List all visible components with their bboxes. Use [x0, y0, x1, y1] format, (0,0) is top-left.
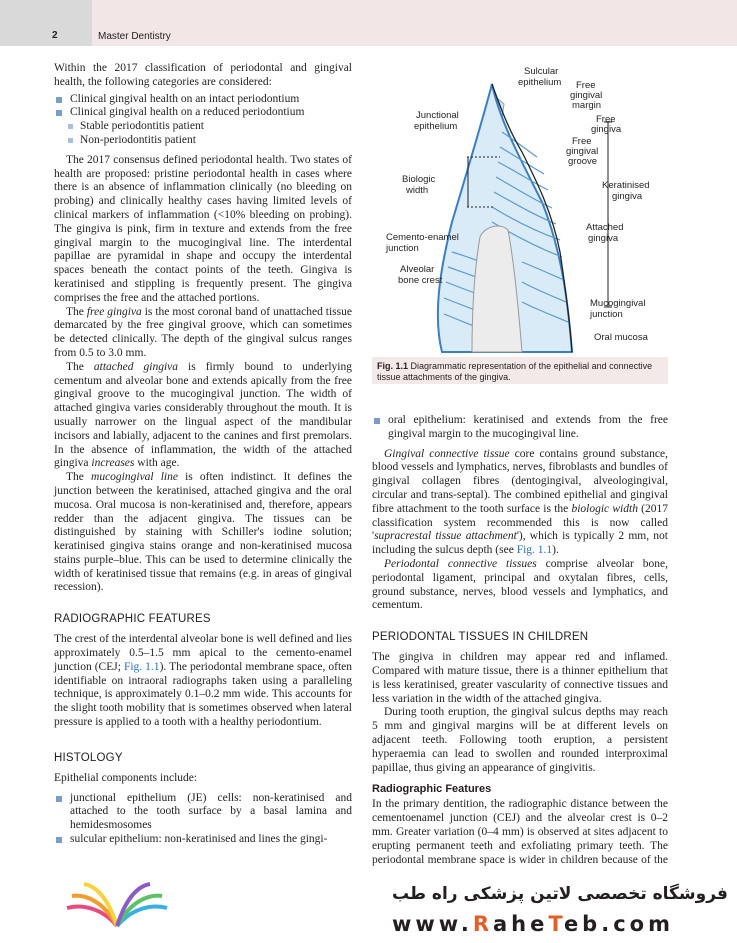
text-run: is the most coronal band of unattached tissue demarcated by the free gingival groove, which can sometimes be detected clinically. The depth of the gingival sulcus ranges from 0.5 to 3.0 mm.	[54, 305, 352, 359]
children-paragraph-3: In the primary dentition, the radiographic distance between the cementoenamel junction (CEJ) and the alveolar crest is 0–2 mm. Greater variation (0–4 mm) is observed at sites adjacent to erupting permanent teeth and exfoliating primary teeth. The periodontal membrane space is wider in children because of the	[372, 798, 668, 866]
caption-text: Diagrammatic representation of the epithelial and connective tissue attachments of the gingiva.	[377, 361, 653, 382]
intro-paragraph: Within the 2017 classification of periodontal and gingival health, the following categories are considered:	[54, 62, 352, 88]
text-run: The crest of the interdental alveolar bone is well defined and lies approximately 0.5–1.5 mm apical to the cemento-enamel junction (CEJ;	[54, 633, 352, 673]
subcategory-list	[54, 120, 352, 148]
free-gingiva-paragraph	[54, 306, 352, 361]
text-run: core contains ground substance, blood vessels and lymphatics, nerves, fibroblasts and bundles of gingival collagen fibres (dentogingival, alveologingival, circular and trans-septal). The combined epithelial and gingival fibre attachment to the tooth surface is the	[372, 447, 668, 515]
brand-url	[392, 912, 674, 936]
term-supracrestal: supracrestal tissue attachment	[374, 530, 517, 543]
label-mucogingival: Mucogingival junction	[590, 298, 646, 320]
running-title: Master Dentistry	[98, 31, 171, 42]
term-free-gingiva: free gingiva	[86, 305, 142, 318]
label-sulcular: Sulcular epithelium	[518, 66, 562, 88]
header-tab	[0, 0, 92, 46]
right-column	[372, 414, 668, 881]
histology-list	[54, 792, 352, 847]
text-run: ). The periodontal membrane space, often identifiable on intraoral radiographs taken using a paralleling technique, is approximately 0.1–0.2 mm wide. This accounts for the slight tooth mobility that is sometimes observed when lateral pressure is applied to a tooth with a healthy periodontium.	[54, 660, 353, 729]
figure-link[interactable]: Fig. 1.1	[123, 660, 160, 673]
periodontal-connective-paragraph	[372, 558, 668, 613]
section-heading-children: PERIODONTAL TISSUES IN CHILDREN	[372, 631, 589, 644]
term-periodontal-connective: Periodontal connective tissues	[384, 557, 537, 570]
label-junctional: Junctional epithelium	[414, 110, 459, 132]
term-biologic-width: biologic width	[571, 502, 638, 515]
oral-epithelium-list	[372, 414, 668, 442]
header-band	[92, 0, 737, 46]
connective-tissue-paragraph	[372, 448, 668, 558]
text-run: The	[66, 360, 94, 373]
url-part: R	[472, 912, 494, 936]
radiographic-paragraph	[54, 633, 352, 730]
label-free-gingiva: Free gingiva	[591, 114, 622, 135]
list-item: Non-periodontitis patient	[54, 134, 352, 148]
health-paragraph: The 2017 consensus defined periodontal health. Two states of health are proposed: pristine periodontal health in cases where there is an absence of inflammation clinically (no bleeding on probing) and clinically healthy cases having limited levels of clinical markers of inflammation (<10% bleeding on probing). The gingiva is pink, firm in texture and extends from the free gingival margin to the mucogingival line. The interdental papillae are pyramidal in shape and occupy the interdental spaces beneath the contact points of the teeth. Gingiva is keratinised and stippling is frequently present. The gingiva comprises the free and the attached portions.	[54, 153, 352, 304]
term-increases: increases	[91, 457, 135, 470]
text-run: comprise alveolar bone, periodontal ligament, principal and oxytalan fibres, cells, ground substance, nerves, blood vessels and lymphatics, and cementum.	[372, 557, 668, 612]
caption-number: Fig. 1.1	[377, 361, 409, 371]
text-run: is often indistinct. It defines the junction between the keratinised, attached gingiva and the oral mucosa. Oral mucosa is non-keratinised and, therefore, appears redder than the adjacent gingiva. The tissues can be distinguished by staining with Schiller's iodine solution; keratinised gingiva stains orange and non-keratinised mucosa stains purple–blue. This can be used to determine clinically the width of keratinised tissue that remains (e.g. in areas of gingival recession).	[54, 471, 352, 594]
section-heading-radiographic: RADIOGRAPHIC FEATURES	[54, 613, 211, 626]
list-item: oral epithelium: keratinised and extends from the free gingival margin to the mucogingival line.	[372, 414, 668, 442]
text-run: '), which is typically 2 mm, not including the sulcus depth (see	[372, 530, 668, 557]
text-run: The	[66, 305, 87, 318]
label-keratinised: Keratinised gingiva	[602, 180, 650, 202]
brand-persian-name: فروشگاه تخصصی لاتین پزشکی راه طب	[392, 884, 728, 904]
url-part: eb.com	[563, 912, 674, 936]
list-item: Stable periodontitis patient	[54, 120, 352, 134]
term-mucogingival-line: mucogingival line	[91, 471, 178, 484]
figure-link[interactable]: Fig. 1.1	[516, 544, 553, 557]
label-attached: Attached gingiva	[586, 222, 624, 244]
text-run: The	[66, 471, 92, 484]
children-paragraph-1: The gingiva in children may appear red and inflamed. Compared with mature tissue, there is a thinner epithelium that is less keratinised, greater vascularity of connective tissues and less variation in the width of the attached gingiva.	[372, 651, 668, 705]
text-run: (2017 classification system recommended this is now called '	[372, 502, 668, 543]
url-part: T	[548, 912, 564, 936]
page-number: 2	[52, 30, 58, 41]
label-free-margin: Free gingival margin	[570, 80, 603, 111]
page-header	[0, 0, 737, 46]
list-item: Clinical gingival health on an intact periodontium	[54, 93, 352, 107]
list-item: sulcular epithelium: non-keratinised and lines the gingi-	[54, 833, 352, 847]
children-paragraph-2: During tooth eruption, the gingival sulcus depths may reach 5 mm and gingival margins will be at different levels on adjacent teeth. Following tooth eruption, a persistent hyperaemia can lead to swollen and rounded interproximal papillae, thus giving an appearance of gingivitis.	[372, 706, 668, 774]
list-item: Clinical gingival health on a reduced periodontium	[54, 106, 352, 120]
label-biologic: Biologic width	[402, 174, 436, 196]
figure-gingiva-diagram	[372, 62, 668, 384]
section-heading-histology: HISTOLOGY	[54, 751, 123, 764]
gingiva-illustration	[372, 62, 668, 357]
text-run: is firmly bound to underlying cementum and alveolar bone and extends apically from the free gingival groove to the mucogingival junction. The width of attached gingiva varies considerably throughout the mouth. It is usually narrower on the lingual aspect of the mandibular incisors and labially, adjacent to the canines and first premolars. In the absence of inflammation, the width of the attached gingiva	[54, 360, 352, 470]
label-oral-mucosa: Oral mucosa	[594, 332, 648, 343]
label-alveolar: Alveolar bone crest	[398, 264, 443, 286]
url-part: ahe	[493, 912, 549, 936]
list-item: junctional epithelium (JE) cells: non-keratinised and attached to the tooth surface by a basal lamina and hemidesmosomes	[54, 792, 352, 833]
attached-gingiva-paragraph	[54, 361, 352, 471]
category-list	[54, 93, 352, 121]
url-part: www.	[392, 912, 473, 936]
term-attached-gingiva: attached gingiva	[93, 360, 178, 373]
text-run: with age.	[134, 457, 180, 470]
subsection-radiographic: Radiographic Features	[372, 783, 492, 796]
label-free-groove: Free gingival groove	[566, 136, 599, 167]
text-run: ).	[552, 544, 559, 557]
term-gingival-connective: Gingival connective tissue	[384, 447, 510, 460]
left-column	[54, 62, 352, 847]
label-cej: Cemento-enamel junction	[386, 232, 459, 254]
book-logo-icon	[62, 878, 172, 930]
histology-intro: Epithelial components include:	[54, 771, 198, 784]
figure-caption	[372, 357, 668, 384]
mucogingival-paragraph	[54, 471, 352, 595]
